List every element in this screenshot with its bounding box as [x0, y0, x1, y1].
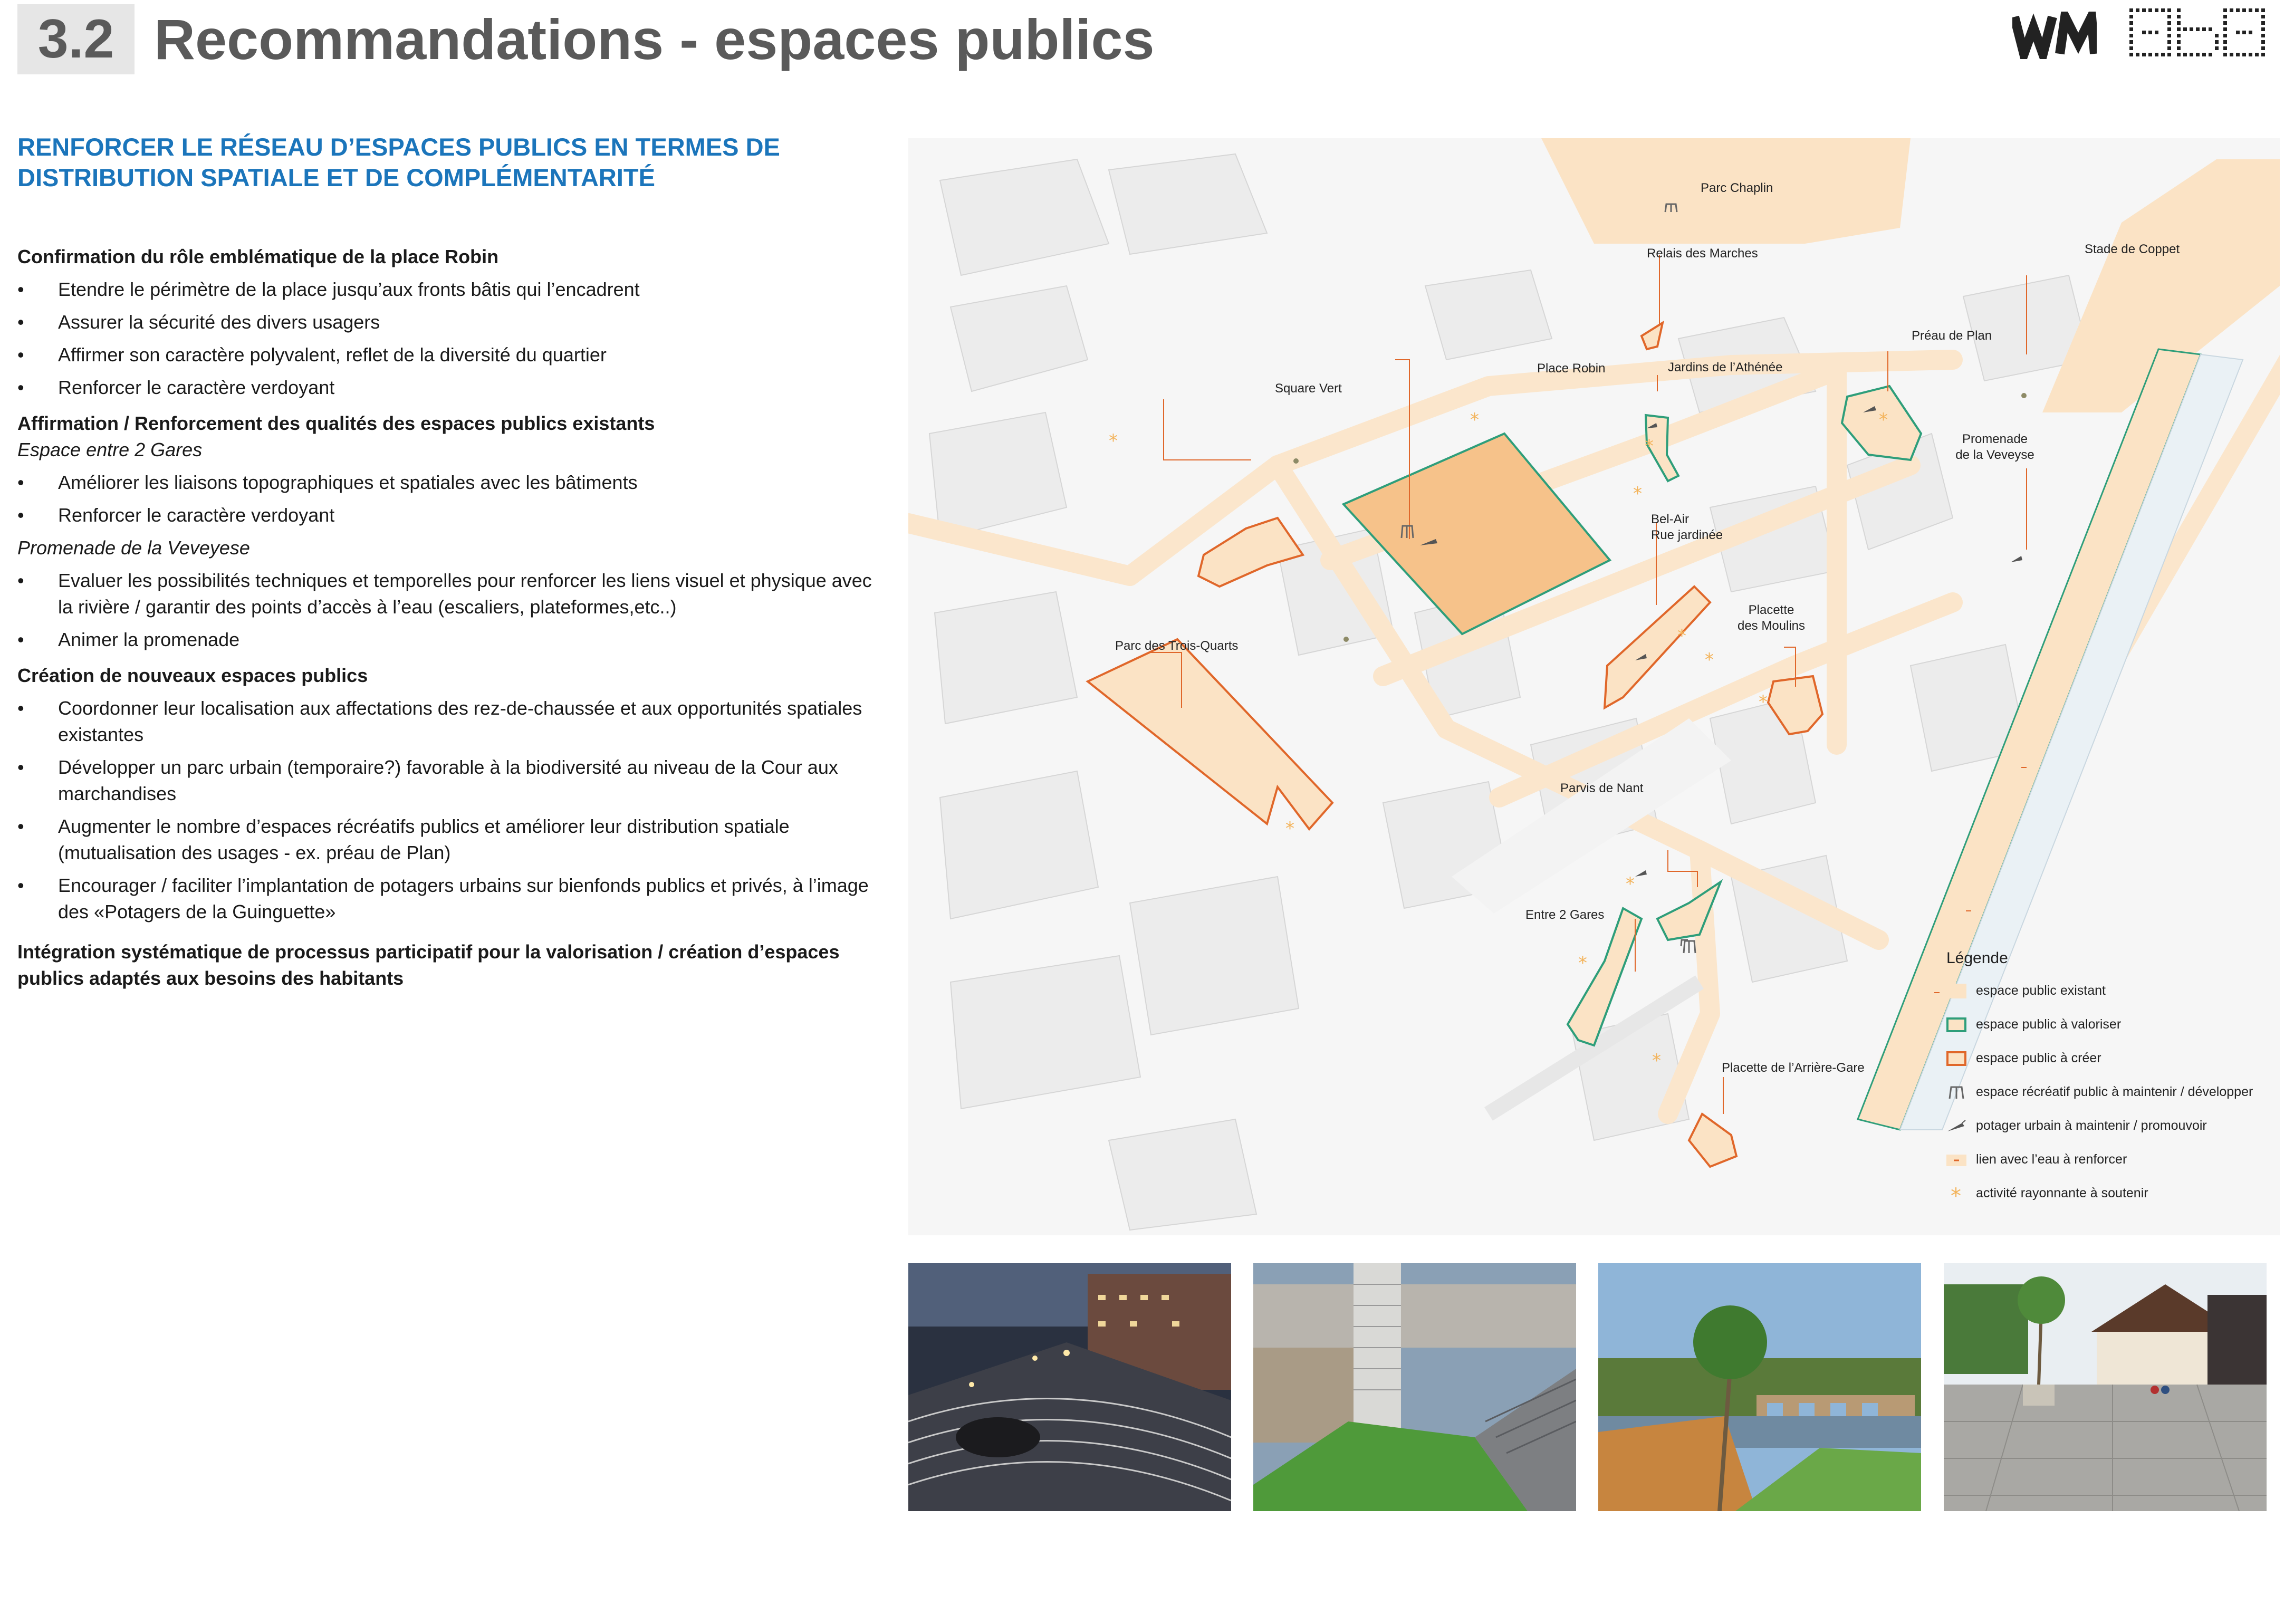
bel-air-area	[1605, 587, 1710, 708]
star-icon: *	[1705, 649, 1714, 670]
star-icon: *	[1578, 953, 1587, 974]
bullet-item: • Renforcer le caractère verdoyant	[17, 374, 872, 401]
map-drawing	[908, 138, 2280, 1235]
star-icon: *	[1652, 1050, 1661, 1071]
label-bel-air-line-1: Bel-Air	[1651, 512, 1690, 526]
svg-text:*: *	[1951, 1186, 1961, 1201]
bullet-item: • Renforcer le caractère verdoyant	[17, 502, 872, 528]
label-placette-moulins-line-2: des Moulins	[1737, 619, 1806, 633]
carrot-icon	[1946, 1119, 1966, 1133]
label-bel-air	[1651, 512, 1723, 543]
legend-item	[1946, 1148, 2284, 1171]
bullet-item: • Affirmer son caractère polyvalent, reflet de la diversité du quartier	[17, 342, 872, 368]
label-promenade-line-1: Promenade	[1962, 432, 2028, 446]
legend-label: espace public à valoriser	[1976, 1017, 2122, 1032]
legend-label: lien avec l’eau à renforcer	[1976, 1152, 2127, 1167]
legend-item	[1946, 1013, 2284, 1036]
label-relais-marches: Relais des Marches	[1647, 246, 1758, 261]
star-icon: *	[1645, 436, 1654, 457]
valorise-swatch	[1946, 1017, 1966, 1032]
subsection-heading: Promenade de la Veveyese	[17, 537, 250, 559]
section-heading: Affirmation / Renforcement des qualités des espaces publics existants	[17, 412, 655, 434]
legend-item	[1946, 1046, 2284, 1070]
label-promenade-veveyse	[1942, 431, 2048, 463]
arriere-gare-area	[1689, 1114, 1736, 1167]
section-heading: Intégration systématique de processus participatif pour la valorisation / création d’espaces publics adaptés aux besoins des habitants	[17, 941, 840, 989]
playground-icon	[1684, 941, 1695, 953]
label-arriere-gare: Placette de l’Arrière-Gare	[1722, 1061, 1865, 1075]
bullet-item: • Améliorer les liaisons topographiques et spatiales avec les bâtiments	[17, 469, 872, 496]
legend-item	[1946, 1114, 2284, 1137]
label-placette-moulins	[1729, 602, 1813, 634]
bullet-item: • Etendre le périmètre de la place jusqu’aux fronts bâtis qui l’encadrent	[17, 276, 872, 303]
photo-night-plaza	[908, 1263, 1231, 1511]
photo-tower-green	[1253, 1263, 1576, 1511]
label-place-robin: Place Robin	[1537, 361, 1606, 376]
subsection-heading: Espace entre 2 Gares	[17, 439, 203, 460]
label-promenade-line-2: de la Veveyse	[1955, 448, 2034, 462]
legend-item	[1946, 1080, 2284, 1103]
bullet-item: • Animer la promenade	[17, 627, 872, 653]
bullet-item: • Développer un parc urbain (temporaire?) favorable à la biodiversité au niveau de la Cour aux marchandises	[17, 754, 872, 807]
relais-marches-area	[1642, 323, 1663, 349]
legend-label: espace public à créer	[1976, 1051, 2101, 1065]
photo-river-promenade	[1598, 1263, 1921, 1511]
star-icon: *	[1879, 409, 1888, 430]
star-icon	[1946, 1186, 1966, 1201]
star-icon: *	[1626, 873, 1635, 895]
bullet-item: • Augmenter le nombre d’espaces récréatifs publics et améliorer leur distribution spatiale (mutualisation des usages - ex. préau de Plan)	[17, 813, 872, 866]
subtitle-line-2: DISTRIBUTION SPATIALE ET DE COMPLÉMENTARITÉ	[17, 164, 655, 191]
section-subtitle	[17, 132, 882, 193]
legend-item	[1946, 1181, 2284, 1205]
label-parvis-nant: Parvis de Nant	[1560, 781, 1644, 795]
legend-item	[1946, 979, 2284, 1002]
page-title: Recommandations - espaces publics	[154, 7, 1155, 71]
star-icon: *	[1677, 626, 1686, 647]
water-link-icon	[1946, 1152, 1966, 1167]
star-icon: *	[1470, 409, 1479, 430]
existing-swatch	[1946, 984, 1966, 998]
bullet-item: • Evaluer les possibilités techniques et temporelles pour renforcer les liens visuel et physique avec la rivière / garantir des points d’accès à l’eau (escaliers, plateformes,etc..)	[17, 568, 872, 620]
star-icon: *	[1109, 430, 1118, 451]
wm-logo	[2012, 12, 2097, 59]
parc-trois-quarts-area	[1088, 639, 1332, 829]
star-icon: *	[1633, 483, 1642, 504]
legend-title: Légende	[1946, 949, 2008, 967]
star-icon: *	[1759, 691, 1768, 713]
create-swatch	[1946, 1051, 1966, 1066]
carrot-icon	[1635, 870, 1647, 877]
section-heading: Confirmation du rôle emblématique de la place Robin	[17, 246, 499, 267]
label-bel-air-line-2: Rue jardinée	[1651, 528, 1723, 542]
label-stade-coppet: Stade de Coppet	[2085, 242, 2180, 256]
label-jardins-athenee: Jardins de l’Athénée	[1668, 360, 1783, 374]
legend-label: potager urbain à maintenir / promouvoir	[1976, 1118, 2207, 1133]
bullet-item: • Assurer la sécurité des divers usagers	[17, 309, 872, 335]
label-preau-plan: Préau de Plan	[1912, 329, 1992, 343]
carrot-icon	[2011, 556, 2022, 562]
recommendations-text	[17, 244, 872, 992]
legend-label: espace récréatif public à maintenir / développer	[1976, 1084, 2253, 1099]
section-heading: Création de nouveaux espaces publics	[17, 665, 368, 686]
label-parc-chaplin: Parc Chaplin	[1701, 181, 1773, 195]
bullet-item: • Coordonner leur localisation aux affectations des rez-de-chaussée et aux opportunités spatiales existantes	[17, 695, 872, 748]
public-spaces-map	[908, 138, 2280, 1235]
star-icon: *	[1285, 818, 1294, 839]
section-number-badge: 3.2	[17, 4, 135, 74]
legend-label: activité rayonnante à soutenir	[1976, 1186, 2148, 1200]
legend-label: espace public existant	[1976, 983, 2106, 998]
subtitle-line-1: RENFORCER LE RÉSEAU D’ESPACES PUBLICS EN TERMES DE	[17, 133, 780, 161]
bullet-item: • Encourager / faciliter l’implantation de potagers urbains sur bienfonds publics et privés, à l’image des «Potagers de la Guinguette»	[17, 872, 872, 925]
photo-village-square	[1944, 1263, 2267, 1511]
aba-logo	[2128, 6, 2267, 59]
label-square-vert: Square Vert	[1275, 381, 1342, 396]
label-entre-2-gares: Entre 2 Gares	[1525, 908, 1605, 922]
label-placette-moulins-line-1: Placette	[1748, 603, 1794, 617]
label-parc-trois-quarts: Parc des Trois-Quarts	[1115, 639, 1239, 653]
playground-icon	[1946, 1085, 1966, 1100]
